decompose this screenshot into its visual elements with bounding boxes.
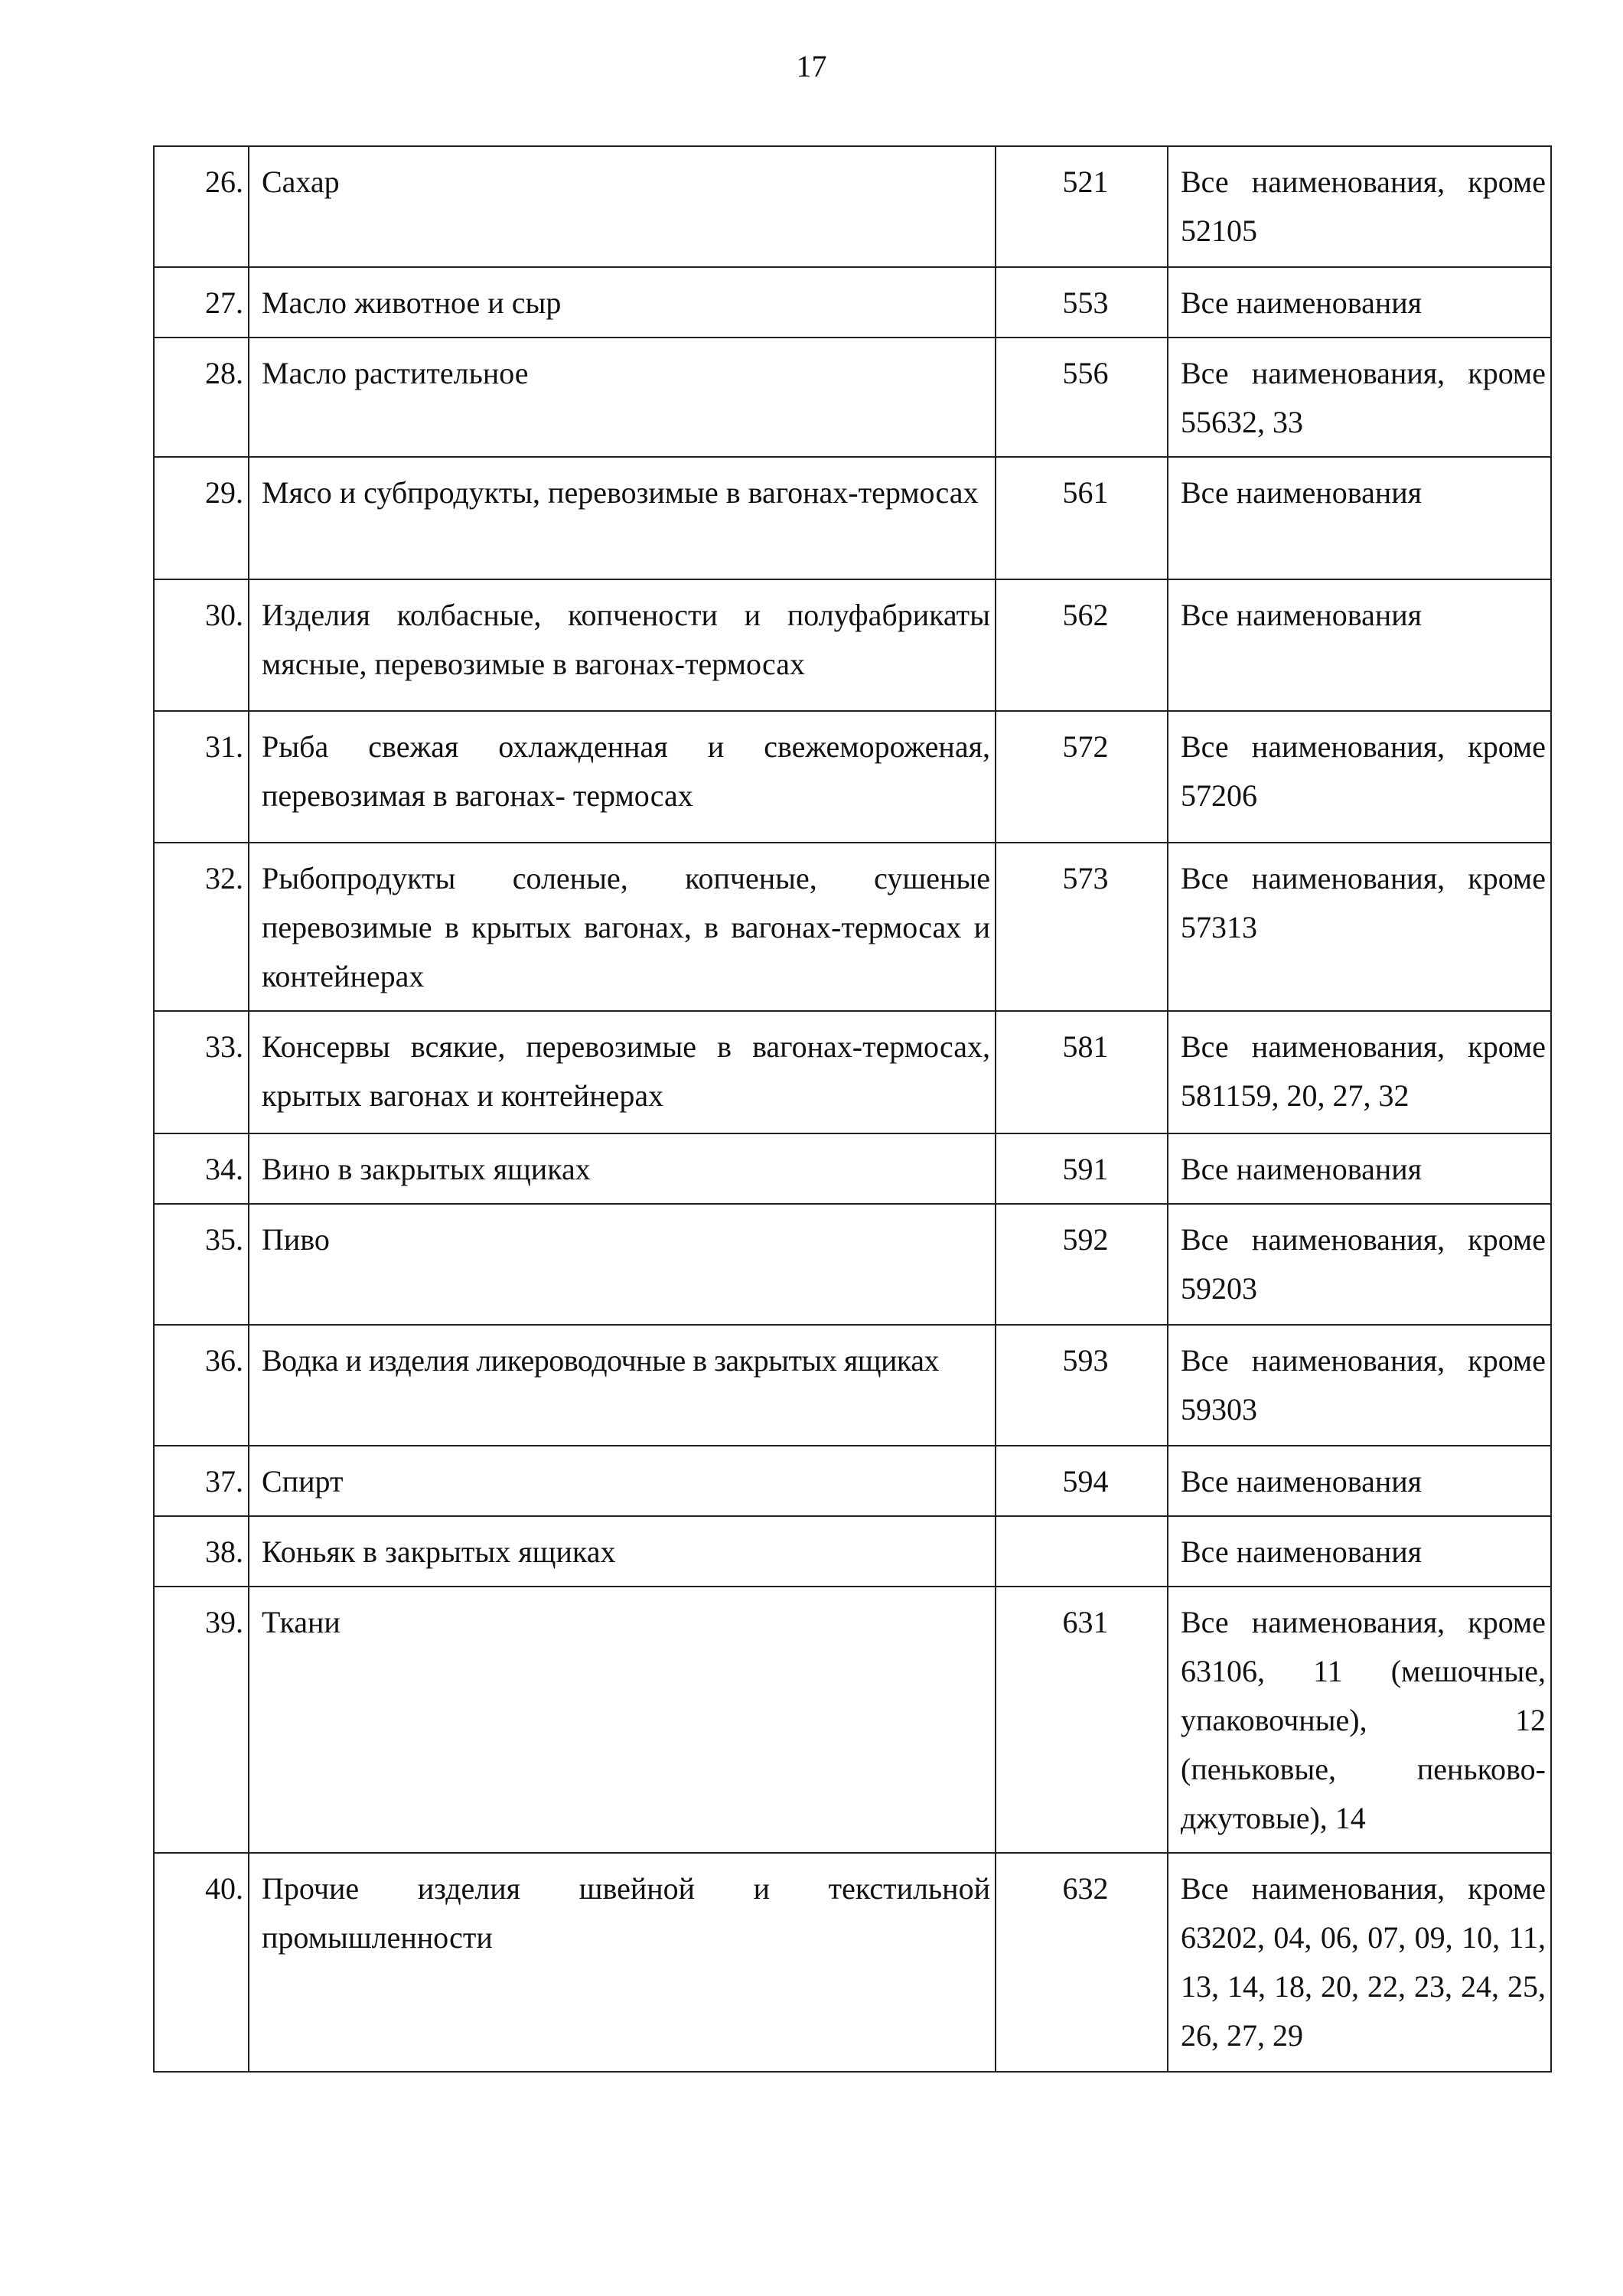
cargo-note: Все наименования	[1168, 457, 1551, 579]
table-row	[154, 338, 1551, 457]
cargo-code: 572	[996, 711, 1168, 843]
cargo-note: Все наименования	[1168, 1446, 1551, 1516]
table-row	[154, 146, 1551, 267]
row-number: 32.	[154, 843, 249, 1011]
cargo-name: Рыбопродукты соленые, копченые, сушеные перевозимые в крытых вагонах, в вагонах-термосах и контейнерах	[249, 843, 996, 1011]
cargo-name: Коньяк в закрытых ящиках	[249, 1516, 996, 1587]
cargo-name: Сахар	[249, 146, 996, 267]
cargo-name: Прочие изделия швейной и текстильной промышленности	[249, 1853, 996, 2072]
cargo-code: 521	[996, 146, 1168, 267]
cargo-code: 592	[996, 1204, 1168, 1325]
cargo-note: Все наименования, кроме 63202, 04, 06, 07, 09, 10, 11, 13, 14, 18, 20, 22, 23, 24, 25, 26, 27, 29	[1168, 1853, 1551, 2072]
table-row	[154, 1587, 1551, 1853]
cargo-table	[153, 145, 1552, 2073]
row-number: 30.	[154, 579, 249, 711]
table-row	[154, 1853, 1551, 2072]
cargo-note: Все наименования, кроме 59303	[1168, 1325, 1551, 1446]
cargo-note: Все наименования	[1168, 1133, 1551, 1204]
cargo-name: Масло растительное	[249, 338, 996, 457]
table-row	[154, 711, 1551, 843]
row-number: 34.	[154, 1133, 249, 1204]
row-number: 39.	[154, 1587, 249, 1853]
table-row	[154, 1011, 1551, 1133]
cargo-code: 631	[996, 1587, 1168, 1853]
table-row	[154, 1325, 1551, 1446]
row-number: 38.	[154, 1516, 249, 1587]
table-row	[154, 1133, 1551, 1204]
cargo-code: 556	[996, 338, 1168, 457]
page-number: 17	[796, 49, 827, 83]
row-number: 26.	[154, 146, 249, 267]
cargo-code	[996, 1516, 1168, 1587]
cargo-note: Все наименования, кроме 581159, 20, 27, 32	[1168, 1011, 1551, 1133]
cargo-name: Ткани	[249, 1587, 996, 1853]
row-number: 37.	[154, 1446, 249, 1516]
row-number: 28.	[154, 338, 249, 457]
row-number: 31.	[154, 711, 249, 843]
cargo-code: 593	[996, 1325, 1168, 1446]
cargo-name: Вино в закрытых ящиках	[249, 1133, 996, 1204]
cargo-code: 591	[996, 1133, 1168, 1204]
cargo-name: Масло животное и сыр	[249, 267, 996, 338]
cargo-name: Мясо и субпродукты, перевозимые в вагонах-термосах	[249, 457, 996, 579]
table-row	[154, 1516, 1551, 1587]
table-row	[154, 1446, 1551, 1516]
row-number: 29.	[154, 457, 249, 579]
cargo-note: Все наименования, кроме 57206	[1168, 711, 1551, 843]
cargo-code: 594	[996, 1446, 1168, 1516]
cargo-code: 632	[996, 1853, 1168, 2072]
cargo-note: Все наименования, кроме 55632, 33	[1168, 338, 1551, 457]
row-number: 35.	[154, 1204, 249, 1325]
cargo-name: Спирт	[249, 1446, 996, 1516]
cargo-note: Все наименования	[1168, 267, 1551, 338]
cargo-name: Консервы всякие, перевозимые в вагонах-термосах, крытых вагонах и контейнерах	[249, 1011, 996, 1133]
cargo-note: Все наименования	[1168, 1516, 1551, 1587]
cargo-note: Все наименования, кроме 59203	[1168, 1204, 1551, 1325]
cargo-code: 573	[996, 843, 1168, 1011]
cargo-code: 562	[996, 579, 1168, 711]
row-number: 33.	[154, 1011, 249, 1133]
table-row	[154, 1204, 1551, 1325]
cargo-note: Все наименования, кроме 57313	[1168, 843, 1551, 1011]
table-row	[154, 267, 1551, 338]
cargo-code: 561	[996, 457, 1168, 579]
row-number: 36.	[154, 1325, 249, 1446]
table-row	[154, 457, 1551, 579]
cargo-name: Пиво	[249, 1204, 996, 1325]
cargo-note: Все наименования	[1168, 579, 1551, 711]
cargo-name: Рыба свежая охлажденная и свежемороженая, перевозимая в вагонах- термосах	[249, 711, 996, 843]
cargo-code: 553	[996, 267, 1168, 338]
row-number: 27.	[154, 267, 249, 338]
cargo-name: Водка и изделия ликероводочные в закрытых ящиках	[249, 1325, 996, 1446]
cargo-name: Изделия колбасные, копчености и полуфабрикаты мясные, перевозимые в вагонах-термосах	[249, 579, 996, 711]
cargo-code: 581	[996, 1011, 1168, 1133]
table-row	[154, 843, 1551, 1011]
cargo-note: Все наименования, кроме 63106, 11 (мешочные, упаковочные), 12 (пеньковые, пеньково-джутовые), 14	[1168, 1587, 1551, 1853]
row-number: 40.	[154, 1853, 249, 2072]
table-row	[154, 579, 1551, 711]
cargo-note: Все наименования, кроме 52105	[1168, 146, 1551, 267]
